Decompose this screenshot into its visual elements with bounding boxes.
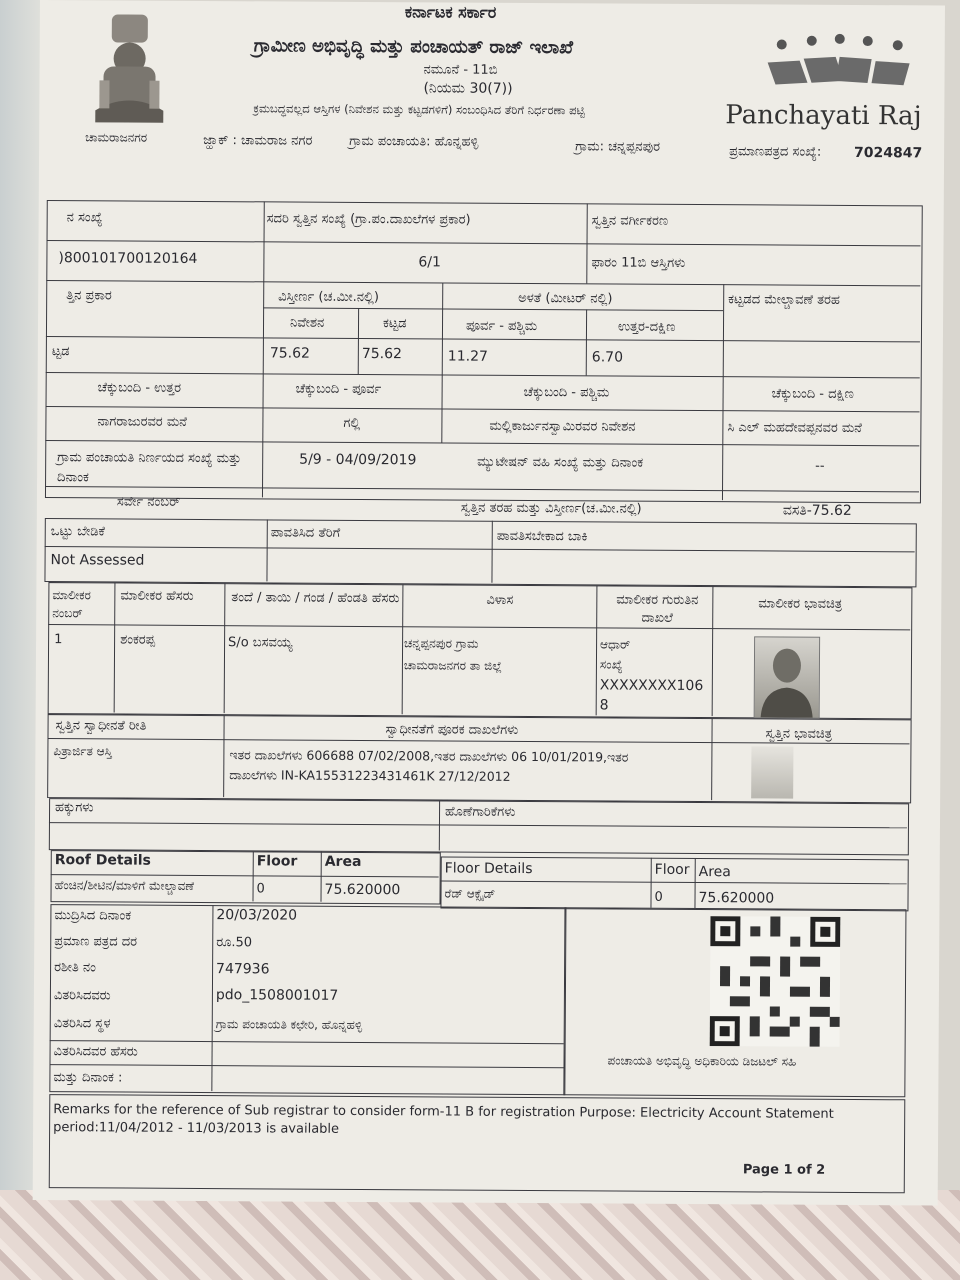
owner-name-header: ಮಾಲೀಕರ ಹೆಸರು bbox=[120, 588, 194, 604]
east-west-value: 11.27 bbox=[447, 348, 488, 365]
paid-label: ಪಾವತಿಸಿದ ತೆರಿಗೆ bbox=[270, 525, 341, 541]
remarks-line2: period:11/04/2012 - 11/03/2013 is available bbox=[53, 1120, 340, 1137]
boundary-east: ಗಲ್ಲಿ bbox=[343, 415, 361, 431]
site-label: ನಿವೇಶನ bbox=[289, 315, 325, 331]
building-area: 75.62 bbox=[361, 345, 402, 363]
roof-details-header: Roof Details bbox=[54, 852, 151, 869]
floor-area: 75.620000 bbox=[698, 890, 775, 907]
and-date-label: ಮತ್ತು ದಿನಾಂಕ : bbox=[53, 1070, 123, 1086]
certificate-label: ಪ್ರಮಾಣಪತ್ರದ ಸಂಖ್ಯೆ: bbox=[729, 144, 822, 160]
address-header: ವಿಳಾಸ bbox=[486, 592, 514, 608]
owner-photo-header: ಮಾಲೀಕರ ಭಾವಚಿತ್ರ bbox=[758, 596, 843, 612]
demand-label: ಒಟ್ಟು ಬೇಡಿಕೆ bbox=[50, 524, 105, 540]
roof-area-header: Area bbox=[324, 853, 362, 870]
property-photo bbox=[751, 746, 793, 798]
mutation-label: ಮ್ಯುಟೇಷನ್ ವಹಿ ಸಂಖ್ಯೆ ಮತ್ತು ದಿನಾಂಕ bbox=[477, 454, 644, 471]
boundary-west-label: ಚೆಕ್ಕುಬಂದಿ - ಪಶ್ಚಿಮ bbox=[523, 384, 610, 401]
building-label: ಕಟ್ಟಡ bbox=[382, 316, 407, 332]
tax-table bbox=[44, 518, 916, 587]
roof-area: 75.620000 bbox=[324, 881, 401, 899]
floor-type: ರೆಡ್ ಆಕ್ಸೈಡ್ bbox=[444, 886, 496, 901]
property-type-label: ತ್ತಿನ ಪ್ರಕಾರ bbox=[66, 288, 112, 304]
receipt-label: ರಶೀತಿ ನಂ bbox=[54, 960, 96, 976]
east-west-label: ಪೂರ್ವ - ಪಶ್ಚಿಮ bbox=[465, 318, 538, 335]
page-number: Page 1 of 2 bbox=[742, 1162, 826, 1178]
fee: ರೂ.50 bbox=[216, 935, 253, 951]
boundary-west: ಮಲ್ಲಿಕಾರ್ಜುನಸ್ವಾಮಿರವರ ನಿವೇಶನ bbox=[489, 418, 636, 435]
owner-relation: S/o ಬಸವಯ್ಯ bbox=[228, 635, 293, 651]
resolution-value: 5/9 - 04/09/2019 bbox=[299, 451, 417, 469]
liabilities-label: ಹೊಣೆಗಾರಿಕೆಗಳು bbox=[445, 804, 516, 820]
nature-value: ವಸತಿ-75.62 bbox=[782, 502, 852, 519]
mutation-value: -- bbox=[815, 458, 825, 474]
floor-floor-header: Floor bbox=[654, 861, 690, 878]
id-doc-header: ಮಾಲೀಕರ ಗುರುತಿನ ದಾಖಲೆ bbox=[616, 592, 699, 626]
owner-id-line2: ಸಂಖ್ಯೆ bbox=[599, 657, 623, 672]
property-id-label: ನ ಸಂಖ್ಯೆ bbox=[66, 210, 103, 226]
floor-floor: 0 bbox=[654, 889, 663, 905]
property-id: )800101700120164 bbox=[58, 250, 198, 267]
issuer-label: ವಿತರಿಸಿದವರು bbox=[53, 988, 111, 1004]
site-area: 75.62 bbox=[269, 345, 310, 362]
north-south-label: ಉತ್ತರ-ದಕ್ಷಿಣ bbox=[617, 319, 676, 335]
owner-no-header: ಮಾಲೀಕರ ನಂಬರ್ bbox=[52, 588, 91, 621]
owner-photo bbox=[754, 636, 820, 718]
area-label: ವಿಸ್ತೀರ್ಣ (ಚ.ಮೀ.ನಲ್ಲಿ) bbox=[278, 289, 379, 306]
acquisition-docs-label: ಸ್ವಾಧೀನತೆಗೆ ಪೂರಕ ದಾಖಲೆಗಳು bbox=[385, 722, 519, 738]
owner-id-line4: 8 bbox=[599, 697, 609, 714]
place: ಗ್ರಾಮ ಪಂಚಾಯತಿ ಕಛೇರಿ, ಹೊನ್ನಹಳ್ಳಿ bbox=[215, 1017, 363, 1032]
remarks-line1: Remarks for the reference of Sub registrar to consider form-11 B for registration Purpose: Electricity Account Statement bbox=[53, 1102, 834, 1122]
owner-address-line1: ಚನ್ನಪ್ಪನಪುರ ಗ್ರಾಮ bbox=[404, 636, 479, 651]
roof-floor-header: Floor bbox=[256, 853, 298, 870]
print-date: 20/03/2020 bbox=[216, 907, 298, 924]
classification-value: ಫಾರಂ 11ಬಿ ಆಸ್ತಿಗಳು bbox=[591, 255, 686, 271]
boundary-south: ಸಿ ಎಲ್ ಮಹದೇವಪ್ಪನವರ ಮನೆ bbox=[727, 420, 863, 437]
property-type-value: ಟ್ಟಡ bbox=[51, 344, 70, 360]
acquisition-mode-label: ಸ್ವತ್ತಿನ ಸ್ವಾಧೀನತೆ ರೀತಿ bbox=[55, 718, 147, 734]
place-label: ವಿತರಿಸಿದ ಸ್ಥಳ bbox=[53, 1016, 111, 1032]
balance-label: ಪಾವತಿಸಬೇಕಾದ ಬಾಕಿ bbox=[496, 528, 588, 545]
rule-number: (ನಿಯಮ 30(7)) bbox=[423, 80, 513, 97]
panchayati-raj-logo-text: Panchayati Raj bbox=[725, 100, 922, 132]
floor-details-header: Floor Details bbox=[444, 860, 533, 878]
acquisition-docs-line1: ಇತರ ದಾಖಲೆಗಳು 606688 07/02/2008,ಇತರ ದಾಖಲೆಗಳು 06 10/01/2019,ಇತರ bbox=[229, 747, 629, 765]
department-title: ಗ್ರಾಮೀಣ ಅಭಿವೃದ್ಧಿ ಮತ್ತು ಪಂಚಾಯತ್ ರಾಜ್ ಇಲಾಖೆ bbox=[253, 35, 574, 59]
karnataka-emblem-icon bbox=[89, 10, 170, 135]
boundary-north: ನಾಗರಾಜುರವರ ಮನೆ bbox=[97, 414, 187, 430]
property-photo-label: ಸ್ವತ್ತಿನ ಭಾವಚಿತ್ರ bbox=[765, 726, 833, 742]
govt-title: ಕರ್ನಾಟಕ ಸರ್ಕಾರ bbox=[404, 2, 497, 22]
owner-no: 1 bbox=[54, 632, 63, 648]
roof-type-label: ಕಟ್ಟಡದ ಮೇಲ್ಚಾವಣೆ ತರಹ bbox=[728, 292, 840, 308]
district: ಜ್ಹಾಕ್ : ಚಾಮರಾಜ ನಗರ bbox=[203, 132, 313, 149]
document-page bbox=[33, 0, 945, 1206]
village: ಗ್ರಾಮ: ಚನ್ನಪ್ಪನಪುರ bbox=[575, 139, 661, 155]
print-date-label: ಮುದ್ರಿಸಿದ ದಿನಾಂಕ bbox=[54, 908, 132, 924]
receipt: 747936 bbox=[216, 961, 270, 978]
floor-area-header: Area bbox=[698, 864, 731, 881]
north-south-value: 6.70 bbox=[591, 349, 624, 366]
roof-type: ಹೆಂಚಿನ/ಶೀಟಿನ/ಮಾಳಿಗೆ ಮೇಲ್ಚಾವಣೆ bbox=[54, 878, 195, 893]
acquisition-mode: ಪಿತ್ರಾರ್ಜಿತ ಆಸ್ತಿ bbox=[53, 744, 113, 759]
owner-name: ಶಂಕರಪ್ಪ bbox=[120, 632, 156, 648]
sadari-value: 6/1 bbox=[418, 254, 441, 271]
acquisition-docs-line2: ದಾಖಲೆಗಳು IN-KA15531223431461K 27/12/2012 bbox=[229, 767, 511, 784]
owner-id-line3: XXXXXXXX106 bbox=[599, 677, 704, 695]
owner-address-line2: ಚಾಮರಾಜನಗರ ತಾ ಜಿಲ್ಲೆ bbox=[403, 658, 502, 673]
boundary-south-label: ಚೆಕ್ಕುಬಂದಿ - ದಕ್ಷಿಣ bbox=[771, 386, 854, 402]
form-number: ನಮೂನೆ - 11ಬಿ bbox=[423, 62, 498, 78]
classification-label: ಸ್ವತ್ತಿನ ವರ್ಗೀಕರಣ bbox=[591, 213, 669, 229]
demand-value: Not Assessed bbox=[50, 552, 145, 569]
roof-floor: 0 bbox=[256, 881, 265, 897]
dimension-label: ಅಳತೆ (ಮೀಟರ್ ನಲ್ಲಿ) bbox=[518, 290, 613, 307]
rights-label: ಹಕ್ಕುಗಳು bbox=[55, 800, 94, 816]
certificate-number: 7024847 bbox=[854, 144, 923, 162]
boundary-east-label: ಚೆಕ್ಕುಬಂದಿ - ಪೂರ್ವ bbox=[295, 381, 382, 398]
nature-label: ಸ್ವತ್ತಿನ ತರಹ ಮತ್ತು ವಿಸ್ತೀರ್ಣ(ಚ.ಮೀ.ನಲ್ಲಿ) bbox=[460, 500, 642, 517]
owner-id-line1: ಆಧಾರ್ bbox=[600, 637, 631, 652]
survey-label: ಸರ್ವೇ ನಂಬರ್ bbox=[116, 494, 181, 510]
emblem-label: ಚಾಮರಾಜನಗರ bbox=[85, 130, 148, 145]
resolution-label: ಗ್ರಾಮ ಪಂಚಾಯತಿ ನಿರ್ಣಯದ ಸಂಖ್ಯೆ ಮತ್ತು ದಿನಾಂಕ bbox=[57, 450, 242, 486]
boundary-north-label: ಚೆಕ್ಕುಬಂದಿ - ಉತ್ತರ bbox=[97, 380, 182, 396]
relation-header: ತಂದೆ / ತಾಯಿ / ಗಂಡ / ಹೆಂಡತಿ ಹೆಸರು bbox=[231, 590, 400, 607]
gram-panchayat: ಗ್ರಾಮ ಪಂಚಾಯತಿ: ಹೊನ್ನಹಳ್ಳಿ bbox=[349, 133, 479, 150]
digital-signature-label: ಪಂಚಾಯತಿ ಅಭಿವೃದ್ಧಿ ಅಧಿಕಾರಿಯ ಡಿಜಟಲ್ ಸಹಿ bbox=[607, 1053, 797, 1069]
issuer-name-label: ವಿತರಿಸಿದವರ ಹೆಸರು bbox=[53, 1044, 138, 1060]
form-subtitle: ಕ್ರಮಬದ್ಧವಲ್ಲದ ಆಸ್ತಿಗಳ (ನಿವೇಶನ ಮತ್ತು ಕಟ್ಟಡಗಳಿಗೆ) ಸಂಬಂಧಿಸಿದ ತೆರಿಗೆ ನಿರ್ಧರಣಾ ಪಟ್ಟಿ bbox=[253, 101, 585, 118]
qr-code-icon bbox=[710, 916, 841, 1047]
fee-label: ಪ್ರಮಾಣ ಪತ್ರದ ದರ bbox=[54, 934, 138, 950]
issuer: pdo_1508001017 bbox=[215, 987, 339, 1004]
sadari-label: ಸದರಿ ಸ್ವತ್ತಿನ ಸಂಖ್ಯೆ (ಗ್ರಾ.ಪಂ.ದಾಖಲೆಗಳ ಪ್ರಕಾರ) bbox=[266, 211, 471, 228]
person-icon bbox=[755, 637, 819, 717]
